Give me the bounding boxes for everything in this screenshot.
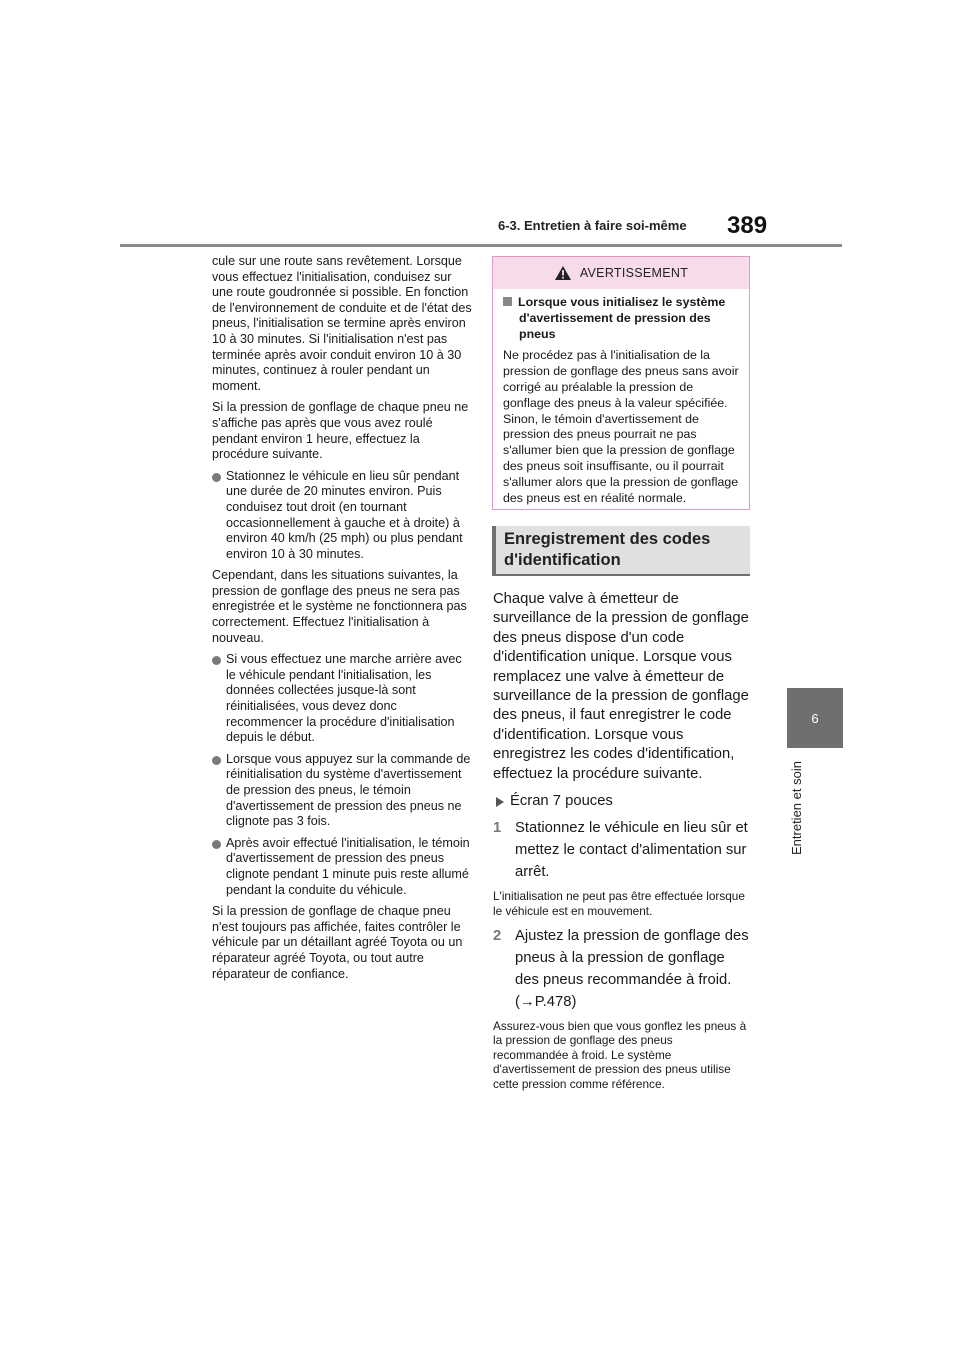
bullet-dot-icon (212, 756, 221, 765)
step-text: Ajustez la pression de gonflage des pneus à la pression de gonflage des pneus recommandée à froid. (515, 927, 749, 988)
section-header: 6-3. Entretien à faire soi-même (498, 218, 687, 233)
bullet-text: Stationnez le véhicule en lieu sûr pendant une durée de 20 minutes environ. Puis conduisez tout droit (en tournant occasionnellement à gauche et à droite) à environ 40 km/h (25 mph) ou plus pendant environ 10 à 30 minutes. (226, 468, 463, 561)
intro-paragraph: Chaque valve à émetteur de surveillance de la pression de gonflage des pneus dispose d'un code d'identification unique. Lorsque vous remplacez une valve à émetteur de surveillance de la pression de gonflage des pneus, il faut enregistrer le code d'identification. Lorsque vous enregistrez les codes d'identification, effectuez la procédure suivante. (493, 591, 749, 782)
bullet-text: Lorsque vous appuyez sur la commande de réinitialisation du système d'avertissement de pression des pneus, le témoin d'avertissement de pression des pneus ne clignote pas 3 fois. (226, 751, 471, 829)
bullet-text: Si vous effectuez une marche arrière avec le véhicule pendant l'initialisation, les données collectées jusque-là sont réinitialisées, vous devez donc recommencer la procédure d'initialisation depuis le début. (226, 652, 462, 745)
warning-triangle-icon (554, 265, 572, 281)
header-rule (120, 244, 842, 247)
note: Assurez-vous bien que vous gonflez les pneus à la pression de gonflage des pneus recommandée à froid. Le système d'avertissement de pression des pneus utilise cette pression comme référence. (493, 1018, 747, 1092)
warning-title-text: Lorsque vous initialisez le système d'avertissement de pression des pneus (518, 295, 726, 341)
right-column (493, 590, 751, 1098)
step-1 (493, 817, 751, 883)
warning-body (493, 289, 749, 506)
page-reference-link[interactable]: (→P.478) (515, 993, 577, 1010)
bullet-item (212, 752, 474, 830)
bullet-dot-icon (212, 840, 221, 849)
warning-header (493, 257, 749, 289)
step-number: 2 (493, 927, 502, 944)
paragraph: Si la pression de gonflage de chaque pneu ne s'affiche pas après que vous avez roulé pendant environ 1 heure, effectuez la procédure suivante. (212, 400, 469, 462)
bullet-dot-icon (212, 473, 221, 482)
paragraph: Si la pression de gonflage de chaque pneu n'est toujours pas affichée, faites contrôler le véhicule par un détaillant agréé Toyota ou un réparateur agréé Toyota, ou tout autre réparateur de confiance. (212, 904, 463, 981)
left-column (212, 254, 474, 988)
step-2 (493, 925, 751, 1013)
bullet-text: Après avoir effectué l'initialisation, le témoin d'avertissement de pression des pneus clignote pendant 1 minute puis reste allumé pendant la conduite du véhicule. (226, 835, 470, 897)
page-number: 389 (727, 212, 768, 239)
bullet-item (212, 652, 474, 746)
warning-label: AVERTISSEMENT (579, 266, 689, 280)
step-number: 1 (493, 820, 502, 837)
section-title: Enregistrement des codes d'identification (492, 526, 750, 576)
warning-title (503, 295, 739, 342)
bullet-dot-icon (212, 656, 221, 665)
bullet-item (212, 469, 474, 563)
paragraph: cule sur une route sans revêtement. Lorsque vous effectuez l'initialisation, conduisez sur une route goudronnée si possible. En fonction de l'environnement de conduite et de l'état des pneus, l'initialisation se termine après environ 10 à 30 minutes. Si l'initialisation n'est pas terminée après avoir conduit environ 10 à 30 minutes, continuez à rouler pendant un moment. (212, 254, 472, 393)
note: L'initialisation ne peut pas être effectuée lorsque le véhicule est en mouvement. (493, 889, 745, 919)
step-text: Stationnez le véhicule en lieu sûr et mettez le contact d'alimentation sur arrêt. (515, 820, 748, 881)
paragraph: Cependant, dans les situations suivantes, la pression de gonflage des pneus ne sera pas enregistrée et le système ne fonctionnera pas correctement. Effectuez l'initialisation à nouveau. (212, 568, 467, 645)
screen-variant-text: Écran 7 pouces (510, 793, 613, 810)
screen-variant (493, 792, 751, 811)
triangle-bullet-icon (496, 797, 504, 807)
chapter-label-text: Entretien et soin (789, 761, 804, 855)
bullet-item (212, 836, 474, 898)
warning-box (492, 256, 750, 510)
chapter-label (787, 755, 807, 855)
warning-text: Ne procédez pas à l'initialisation de la pression de gonflage des pneus sans avoir corrigé au préalable la pression de gonflage des pneus à la valeur spécifiée. Sinon, le témoin d'avertissement de pression des pneus pourrait ne pas s'allumer bien que la pression de gonflage des pneus soit insuffisante, ou il pourrait s'allumer alors que la pression de gonflage des pneus est en réalité normale. (503, 348, 739, 505)
square-bullet-icon (503, 297, 512, 306)
chapter-tab: 6 (787, 688, 843, 748)
